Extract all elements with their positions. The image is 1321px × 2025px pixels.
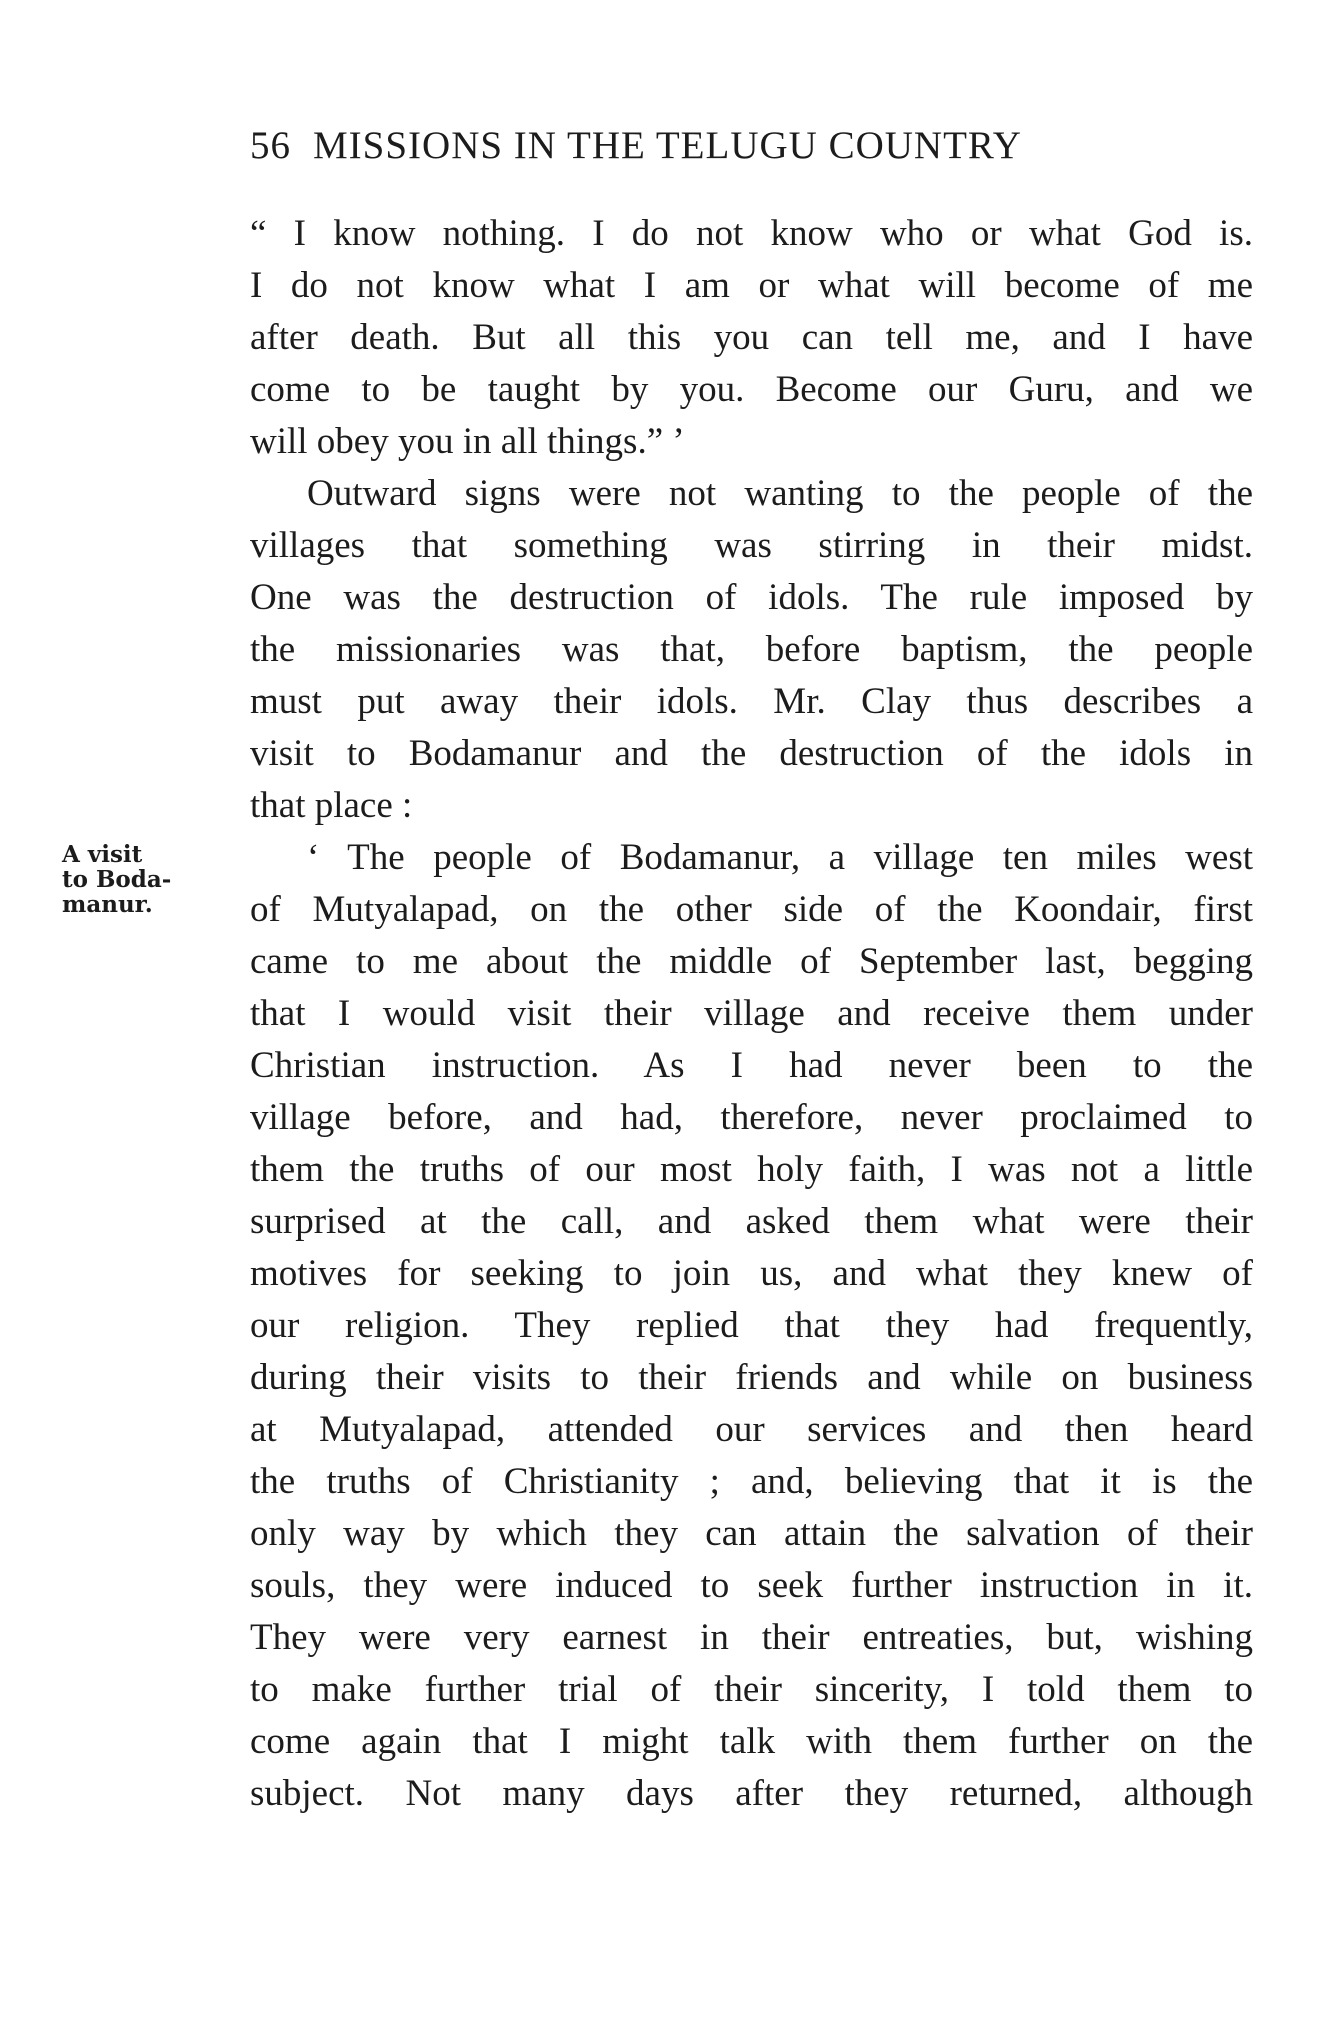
text-line: Christian instruction. As I had never been to the bbox=[250, 1045, 1253, 1086]
text-line: that place : bbox=[250, 785, 413, 826]
text-line: motives for seeking to join us, and what they knew of bbox=[250, 1253, 1253, 1294]
body-text bbox=[250, 208, 1253, 1820]
running-title: MISSIONS IN THE TELUGU COUNTRY bbox=[313, 124, 1022, 167]
text-line: village before, and had, therefore, never proclaimed to bbox=[250, 1097, 1253, 1138]
text-line: that I would visit their village and receive them under bbox=[250, 993, 1253, 1034]
text-line: villages that something was stirring in their midst. bbox=[250, 525, 1253, 566]
text-line: come again that I might talk with them further on the bbox=[250, 1721, 1253, 1762]
paragraph-start-line: ‘ The people of Bodamanur, a village ten miles west bbox=[307, 837, 1253, 878]
text-line: must put away their idols. Mr. Clay thus describes a bbox=[250, 681, 1253, 722]
text-line: surprised at the call, and asked them what were their bbox=[250, 1201, 1253, 1242]
margin-note-line: manur. bbox=[62, 891, 153, 918]
text-line: will obey you in all things.” ’ bbox=[250, 421, 685, 462]
text-line: “ I know nothing. I do not know who or what God is. bbox=[250, 213, 1253, 254]
margin-note bbox=[62, 842, 222, 917]
text-line: to make further trial of their sincerity, I told them to bbox=[250, 1669, 1253, 1710]
page-number: 56 bbox=[250, 124, 291, 167]
text-line: after death. But all this you can tell me, and I have bbox=[250, 317, 1253, 358]
margin-note-line: to Boda- bbox=[62, 866, 172, 893]
text-line: I do not know what I am or what will become of me bbox=[250, 265, 1253, 306]
text-line: only way by which they can attain the salvation of their bbox=[250, 1513, 1253, 1554]
text-line: our religion. They replied that they had frequently, bbox=[250, 1305, 1253, 1346]
text-line: came to me about the middle of September last, begging bbox=[250, 941, 1253, 982]
text-line: at Mutyalapad, attended our services and then heard bbox=[250, 1409, 1253, 1450]
running-header bbox=[250, 126, 1250, 165]
text-line: the missionaries was that, before baptism, the people bbox=[250, 629, 1253, 670]
text-line: One was the destruction of idols. The rule imposed by bbox=[250, 577, 1253, 618]
text-line: They were very earnest in their entreaties, but, wishing bbox=[250, 1617, 1253, 1658]
text-line: come to be taught by you. Become our Guru, and we bbox=[250, 369, 1253, 410]
text-line: subject. Not many days after they returned, although bbox=[250, 1773, 1253, 1814]
text-line: visit to Bodamanur and the destruction of the idols in bbox=[250, 733, 1253, 774]
text-line: them the truths of our most holy faith, I was not a little bbox=[250, 1149, 1253, 1190]
margin-note-line: A visit bbox=[62, 841, 143, 868]
text-line: of Mutyalapad, on the other side of the Koondair, first bbox=[250, 889, 1253, 930]
paragraph-start-line: Outward signs were not wanting to the people of the bbox=[307, 473, 1253, 514]
text-line: souls, they were induced to seek further instruction in it. bbox=[250, 1565, 1253, 1606]
text-line: the truths of Christianity ; and, believing that it is the bbox=[250, 1461, 1253, 1502]
text-line: during their visits to their friends and while on business bbox=[250, 1357, 1253, 1398]
